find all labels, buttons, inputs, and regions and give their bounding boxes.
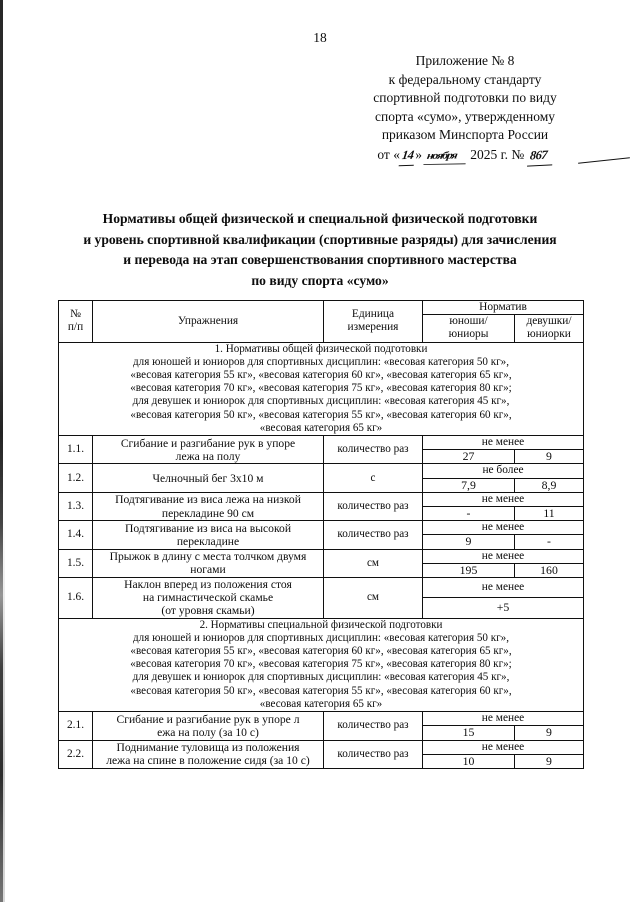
norm-value-male: 10 xyxy=(423,754,515,768)
appendix-line-2: к федеральному стандарту xyxy=(388,71,542,87)
handwritten-order-number: 867 xyxy=(527,145,554,166)
section-detail-line: «весовая категория 65 кг» xyxy=(259,697,383,710)
row-number: 1.3. xyxy=(59,492,93,520)
exercise-name-line: (от уровня скамьи) xyxy=(161,604,255,618)
table-row xyxy=(59,464,584,478)
exercise-name xyxy=(93,712,324,740)
section-detail-line: «весовая категория 55 кг», «весовая категория 60 кг», «весовая категория 65 кг», xyxy=(130,369,512,382)
norm-value-female: 160 xyxy=(515,563,584,577)
appendix-line-5: приказом Минспорта России xyxy=(381,127,549,143)
order-prefix: от « xyxy=(377,146,400,162)
title-line-1: Нормативы общей физической и специальной физической подготовки xyxy=(102,211,538,226)
norm-limit-label: не менее xyxy=(423,740,584,754)
appendix-line-1: Приложение № 8 xyxy=(415,53,515,68)
section-detail-line: «весовая категория 65 кг» xyxy=(259,421,383,434)
handwritten-month: ноября xyxy=(424,147,469,165)
norm-limit-label: не менее xyxy=(423,549,584,563)
order-year-label: 2025 г. № xyxy=(470,146,525,162)
section-description xyxy=(59,618,584,711)
exercise-name-line: Наклон вперед из положения стоя xyxy=(124,578,292,592)
column-header-number-line2: п/п xyxy=(67,321,84,334)
appendix-reference-block xyxy=(300,52,630,166)
norm-value-male: 15 xyxy=(423,726,515,740)
measurement-unit: количество раз xyxy=(324,492,423,520)
exercise-name-line: Сгибание и разгибание рук в упоре л xyxy=(116,712,300,726)
exercise-name-line: ежа на полу (за 10 с) xyxy=(157,725,259,739)
handwritten-strikethrough xyxy=(578,157,630,163)
row-number: 1.4. xyxy=(59,521,93,549)
table-header-row-1 xyxy=(59,301,584,315)
table-section-header-row xyxy=(59,342,584,435)
page-title xyxy=(0,209,640,291)
section-detail-line: «весовая категория 50 кг», «весовая категория 55 кг», «весовая категория 60 кг», xyxy=(130,408,512,421)
row-number: 2.1. xyxy=(59,712,93,740)
title-line-2: и уровень спортивной квалификации (спортивные разряды) для зачисления xyxy=(83,231,557,247)
exercise-name-line: Подтягивание из виса лежа на низкой xyxy=(115,493,301,507)
table-header xyxy=(59,301,584,343)
title-line-3: и перевода на этап совершенствования спортивного мастерства xyxy=(123,252,517,268)
norm-value-female: - xyxy=(515,535,584,549)
norm-value-male: 27 xyxy=(423,450,515,464)
exercise-name-line: Челночный бег 3х10 м xyxy=(152,471,264,485)
exercise-name-line: Сгибание и разгибание рук в упоре xyxy=(120,436,296,450)
norm-value-male: 7,9 xyxy=(423,478,515,492)
exercise-name-line: Подтягивание из виса на высокой xyxy=(124,521,292,535)
column-header-unit-line2: измерения xyxy=(347,321,399,334)
column-header-female-line1: девушки/ xyxy=(526,315,572,328)
handwritten-day: 14 xyxy=(399,146,417,166)
exercise-name-line: лежа на спине в положение сидя (за 10 с) xyxy=(106,754,310,768)
exercise-name xyxy=(93,740,324,768)
table-row xyxy=(59,521,584,535)
section-detail-line: «весовая категория 70 кг», «весовая категория 75 кг», «весовая категория 80 кг»; xyxy=(130,382,512,395)
table-section-header-row xyxy=(59,618,584,711)
row-number: 2.2. xyxy=(59,740,93,768)
section-detail-line: для юношей и юниоров для спортивных дисциплин: «весовая категория 50 кг», xyxy=(133,355,509,368)
section-detail-line: для девушек и юниорок для спортивных дисциплин: «весовая категория 45 кг», xyxy=(132,395,510,408)
order-quote-close: » xyxy=(415,146,423,162)
exercise-name-line: лежа на полу xyxy=(175,449,241,463)
norm-limit-label: не менее xyxy=(423,436,584,450)
section-detail-line: «весовая категория 70 кг», «весовая категория 75 кг», «весовая категория 80 кг»; xyxy=(130,658,512,671)
column-header-number-line1: № xyxy=(70,308,81,321)
section-title: 2. Нормативы специальной физической подготовки xyxy=(199,618,443,631)
norm-value-female: 9 xyxy=(515,450,584,464)
column-header-exercise: Упражнения xyxy=(93,301,324,343)
exercise-name-line: перекладине xyxy=(176,534,240,548)
norm-value-male: 195 xyxy=(423,563,515,577)
table-row xyxy=(59,578,584,598)
section-title: 1. Нормативы общей физической подготовки xyxy=(214,342,428,355)
section-detail-line: «весовая категория 50 кг», «весовая категория 55 кг», «весовая категория 60 кг», xyxy=(130,684,512,697)
measurement-unit: количество раз xyxy=(324,521,423,549)
exercise-name-line: перекладине 90 см xyxy=(161,506,255,520)
row-number: 1.1. xyxy=(59,436,93,464)
column-header-female-line2: юниорки xyxy=(527,328,571,341)
measurement-unit: с xyxy=(324,464,423,492)
column-header-female xyxy=(515,315,584,342)
scan-edge-artifact-secondary xyxy=(3,520,5,902)
column-header-male-line2: юниоры xyxy=(448,328,489,341)
table-row xyxy=(59,492,584,506)
exercise-name xyxy=(93,492,324,520)
exercise-name xyxy=(93,521,324,549)
exercise-name xyxy=(93,464,324,492)
row-number: 1.5. xyxy=(59,549,93,577)
measurement-unit: см xyxy=(324,578,423,619)
exercise-name-line: Прыжок в длину с места толчком двумя xyxy=(109,550,307,564)
standards-table xyxy=(58,300,584,769)
measurement-unit: количество раз xyxy=(324,436,423,464)
exercise-name xyxy=(93,549,324,577)
exercise-name xyxy=(93,436,324,464)
column-header-unit xyxy=(324,301,423,343)
title-line-4: по виду спорта «сумо» xyxy=(251,272,389,288)
measurement-unit: см xyxy=(324,549,423,577)
table-body xyxy=(59,342,584,768)
row-number: 1.6. xyxy=(59,578,93,619)
norm-value-male: 9 xyxy=(423,535,515,549)
section-description xyxy=(59,342,584,435)
table-row xyxy=(59,740,584,754)
norm-value-combined: +5 xyxy=(423,598,584,618)
appendix-line-4: спорта «сумо», утвержденному xyxy=(374,108,555,124)
norm-value-female: 9 xyxy=(515,754,584,768)
table-row xyxy=(59,549,584,563)
exercise-name-line: на гимнастической скамье xyxy=(142,591,274,605)
norm-limit-label: не более xyxy=(423,464,584,478)
row-number: 1.2. xyxy=(59,464,93,492)
norm-limit-label: не менее xyxy=(423,521,584,535)
section-detail-line: для девушек и юниорок для спортивных дисциплин: «весовая категория 45 кг», xyxy=(132,671,510,684)
measurement-unit: количество раз xyxy=(324,740,423,768)
appendix-line-3: спортивной подготовки по виду xyxy=(373,90,557,106)
table-row xyxy=(59,436,584,450)
page-number: 18 xyxy=(313,30,327,45)
exercise-name-line: Поднимание туловища из положения xyxy=(116,741,300,754)
column-header-male xyxy=(423,315,515,342)
norm-value-female: 11 xyxy=(515,507,584,521)
column-header-male-line1: юноши/ xyxy=(449,315,488,328)
column-header-norm-group: Норматив xyxy=(423,301,584,315)
norm-limit-label: не менее xyxy=(423,492,584,506)
exercise-name xyxy=(93,578,324,619)
exercise-name-line: ногами xyxy=(190,563,226,577)
norm-value-female: 9 xyxy=(515,726,584,740)
norm-value-male: - xyxy=(423,507,515,521)
norm-value-female: 8,9 xyxy=(515,478,584,492)
order-date-line xyxy=(300,146,630,166)
column-header-unit-line1: Единица xyxy=(351,308,395,321)
norm-limit-label: не менее xyxy=(423,578,584,598)
section-detail-line: для юношей и юниоров для спортивных дисциплин: «весовая категория 50 кг», xyxy=(133,631,509,644)
column-header-number xyxy=(59,301,93,343)
norm-limit-label: не менее xyxy=(423,712,584,726)
measurement-unit: количество раз xyxy=(324,712,423,740)
table-row xyxy=(59,712,584,726)
section-detail-line: «весовая категория 55 кг», «весовая категория 60 кг», «весовая категория 65 кг», xyxy=(130,645,512,658)
